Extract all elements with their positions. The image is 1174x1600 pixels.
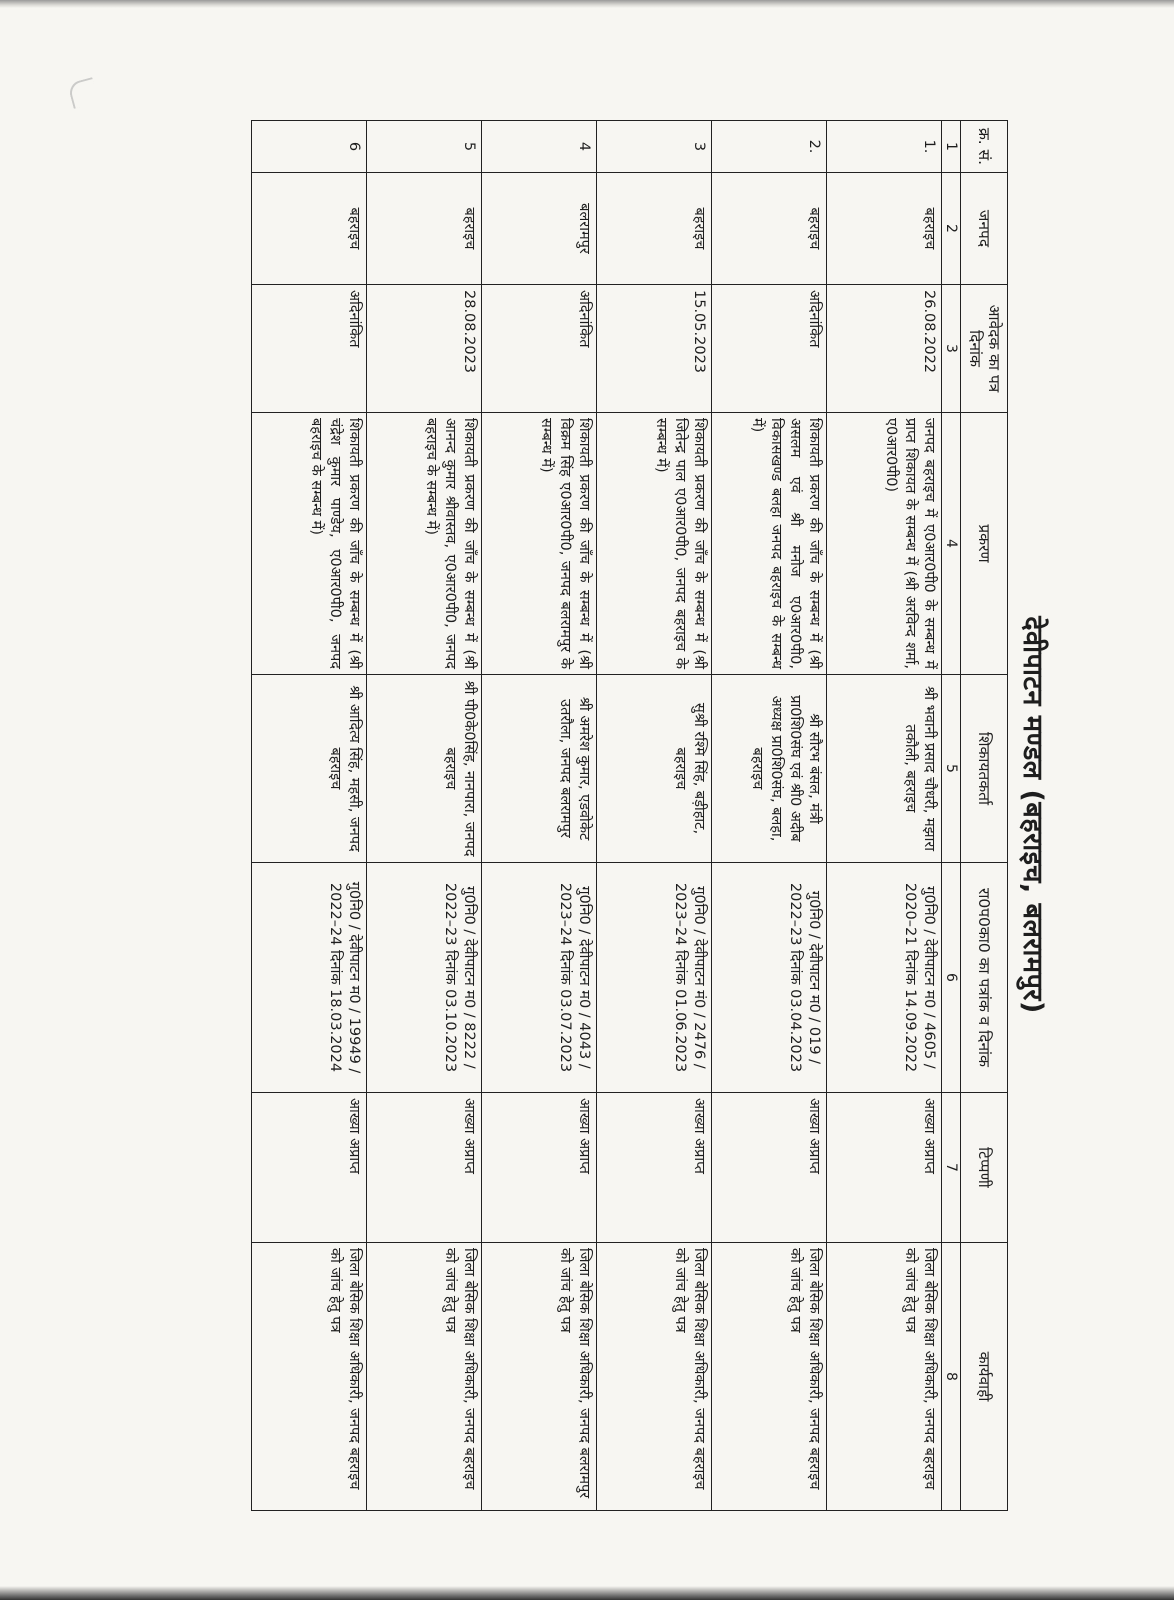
col-number: 6	[942, 863, 961, 1093]
table-row	[252, 121, 367, 1511]
scan-bottom-edge	[0, 1586, 1174, 1600]
cell-complainant: श्री सौरभ बंसल, मंत्री प्रा0शि0संघ एवं श्री0 अदीब अध्यक्ष प्रा0शि0संघ, बलहा, बहराइच	[712, 675, 827, 863]
cell-complainant: श्री पी0के0सिंह, नानपारा, जनपद बहराइच	[367, 675, 482, 863]
cell-letter: गु0नि0 / देवीपाटन म0 / 4605 / 2020–21 दिनांक 14.09.2022	[827, 863, 942, 1093]
cell-letter: गु0नि0 / देवीपाटन म0 / 019 / 2022–23 दिनांक 03.04.2023	[712, 863, 827, 1093]
cell-janpad: बहराइच	[712, 173, 827, 285]
cell-action: जिला बेसिक शिक्षा अधिकारी, जनपद बहराइच को जांच हेतु पत्र	[827, 1243, 942, 1511]
cell-prakaran: जनपद बहराइच में ए0आर0पी0 के सम्बन्ध में प्राप्त शिकायत के सम्बन्ध में (श्री अरविन्द शर्मा, ए0आर0पी0)	[827, 413, 942, 675]
col-number: 5	[942, 675, 961, 863]
column-number-row	[942, 121, 961, 1511]
header-row	[961, 121, 1008, 1511]
cell-complainant: सुश्री रश्मि सिंह, बड़ीहाट, बहराइच	[597, 675, 712, 863]
col-header-date: आवेदक का पत्र दिनांक	[961, 285, 1008, 413]
cell-prakaran: शिकायती प्रकरण की जाँच के सम्बन्ध में (श्री जितेन्द्र पाल ए0आर0पी0, जनपद बहराइच के सम्बन्ध में)	[597, 413, 712, 675]
cell-remark: आख्या अप्राप्त	[482, 1093, 597, 1243]
cell-date: 15.05.2023	[597, 285, 712, 413]
cell-action: जिला बेसिक शिक्षा अधिकारी, जनपद बलरामपुर को जांच हेतु पत्र	[482, 1243, 597, 1511]
cell-janpad: बहराइच	[597, 173, 712, 285]
cell-remark: आख्या अप्राप्त	[367, 1093, 482, 1243]
cell-prakaran: शिकायती प्रकरण की जाँच के सम्बन्ध में (श्री विक्रम सिंह ए0आर0पी0, जनपद बलरामपुर के सम्बन्ध में)	[482, 413, 597, 675]
col-header-letter: रा0प0का0 का पत्रांक व दिनांक	[961, 863, 1008, 1093]
cell-date: अदिनांकित	[482, 285, 597, 413]
cell-remark: आख्या अप्राप्त	[597, 1093, 712, 1243]
col-number: 2	[942, 173, 961, 285]
cell-remark: आख्या अप्राप्त	[712, 1093, 827, 1243]
cell-sn: 5	[367, 121, 482, 173]
col-number: 7	[942, 1093, 961, 1243]
cell-janpad: बलरामपुर	[482, 173, 597, 285]
col-header-prakaran: प्रकरण	[961, 413, 1008, 675]
cell-remark: आख्या अप्राप्त	[827, 1093, 942, 1243]
cell-action: जिला बेसिक शिक्षा अधिकारी, जनपद बहराइच को जांच हेतु पत्र	[252, 1243, 367, 1511]
col-number: 8	[942, 1243, 961, 1511]
cell-complainant: श्री अमरेश कुमार, एडवोकेट उतरौला, जनपद बलरामपुर	[482, 675, 597, 863]
cell-complainant: श्री आदित्य सिंह, महसी, जनपद बहराइच	[252, 675, 367, 863]
cell-sn: 3	[597, 121, 712, 173]
col-header-remark: टिप्पणी	[961, 1093, 1008, 1243]
col-header-complainant: शिकायतकर्ता	[961, 675, 1008, 863]
cell-remark: आख्या अप्राप्त	[252, 1093, 367, 1243]
complaints-table	[251, 120, 1008, 1511]
cell-letter: गु0नि0 / देवीपाटन म0 / 19949 / 2022–24 दिनांक 18.03.2024	[252, 863, 367, 1093]
cell-complainant: श्री भवानी प्रसाद चौधरी, मझारा तकौली, बहराइच	[827, 675, 942, 863]
cell-date: अदिनांकित	[712, 285, 827, 413]
cell-prakaran: शिकायती प्रकरण की जाँच के सम्बन्ध में (श्री असलम एवं श्री मनोज ए0आर0पी0, विकासखण्ड बलहा जनपद बहराइच के सम्बन्ध में)	[712, 413, 827, 675]
scan-smudge	[67, 77, 99, 109]
table-row	[597, 121, 712, 1511]
cell-sn: 6	[252, 121, 367, 173]
cell-sn: 4	[482, 121, 597, 173]
col-number: 1	[942, 121, 961, 173]
table-row	[712, 121, 827, 1511]
cell-letter: गु0नि0 / देवीपाटन मं0 / 2476 / 2023–24 दिनांक 01.06.2023	[597, 863, 712, 1093]
cell-date: 28.08.2023	[367, 285, 482, 413]
rotated-page	[234, 120, 1054, 1510]
col-header-janpad: जनपद	[961, 173, 1008, 285]
cell-action: जिला बेसिक शिक्षा अधिकारी, जनपद बहराइच को जांच हेतु पत्र	[597, 1243, 712, 1511]
col-number: 4	[942, 413, 961, 675]
scan-top-edge	[0, 0, 1174, 8]
col-number: 3	[942, 285, 961, 413]
cell-letter: गु0नि0 / देवीपाटन म0 / 8222 / 2022–23 दिनांक 03.10.2023	[367, 863, 482, 1093]
cell-date: 26.08.2022	[827, 285, 942, 413]
document-title: देवीपाटन मण्डल (बहराइच, बलरामपुर)	[1017, 616, 1048, 1014]
cell-sn: 1.	[827, 121, 942, 173]
cell-letter: गु0नि0 / देवीपाटन म0 / 4043 / 2023–24 दिनांक 03.07.2023	[482, 863, 597, 1093]
cell-sn: 2.	[712, 121, 827, 173]
table-row	[367, 121, 482, 1511]
cell-janpad: बहराइच	[252, 173, 367, 285]
col-header-action: कार्यवाही	[961, 1243, 1008, 1511]
cell-prakaran: शिकायती प्रकरण की जाँच के सम्बन्ध में (श्री चंद्रेश कुमार पाण्डेय, ए0आर0पी0, जनपद बहराइच के सम्बन्ध में)	[252, 413, 367, 675]
col-header-sn: क्र. सं.	[961, 121, 1008, 173]
table-row	[482, 121, 597, 1511]
cell-janpad: बहराइच	[827, 173, 942, 285]
cell-action: जिला बेसिक शिक्षा अधिकारी, जनपद बहराइच को जांच हेतु पत्र	[712, 1243, 827, 1511]
cell-date: अदिनांकित	[252, 285, 367, 413]
cell-action: जिला बेसिक शिक्षा अधिकारी, जनपद बहराइच को जांच हेतु पत्र	[367, 1243, 482, 1511]
cell-prakaran: शिकायती प्रकरण की जाँच के सम्बन्ध में (श्री आनन्द कुमार श्रीवास्तव, ए0आर0पी0, जनपद बहराइच के सम्बन्ध में)	[367, 413, 482, 675]
table-row	[827, 121, 942, 1511]
cell-janpad: बहराइच	[367, 173, 482, 285]
